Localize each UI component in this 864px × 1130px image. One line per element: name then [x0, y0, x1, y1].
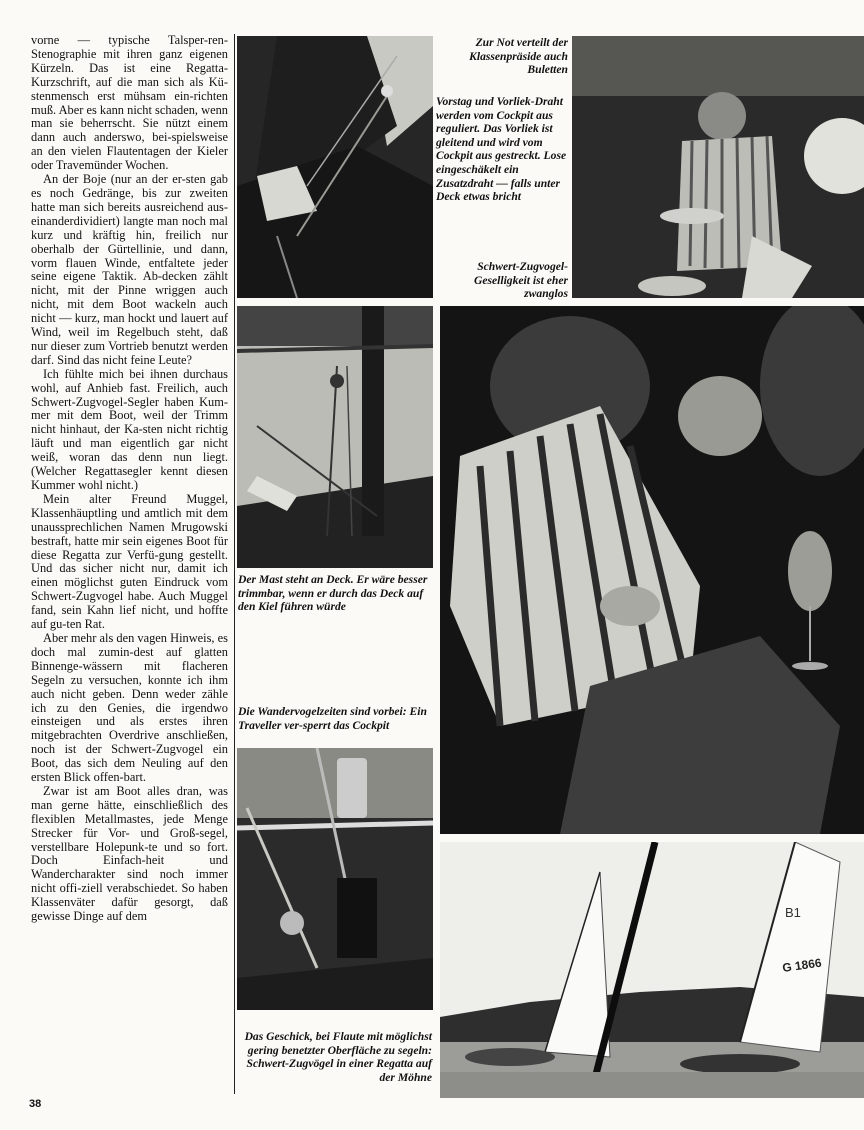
sail-number: G 1866 [781, 955, 823, 975]
body-paragraph: Aber mehr als den vagen Hinweis, es doch mal zumin-dest auf glatten Binnenge-wässern mit flacheren Segeln zu versuchen, konnte ich ihm auch nicht geben. Denn weder zähle ich zu den Genies, die irgendwo einsteigen und als erstes ihren mitgebrachten Overdrive anschließen, noch ist der Schwert-Zugvogel ein Boot, das sich dem Neuling auf den ersten Blick offen-bart. [31, 630, 228, 785]
body-paragraph: An der Boje (nur an der er-sten gab es noch Gedränge, bis zur zweiten hatte man sich bereits ausreichend aus-einanderdividiert) langte man noch mal kurz und kräftig hin, freilich nur oberhalb der Gürtellinie, und dann, vorm flauen Winde, entfaltete jeder seine eigene Taktik. Ab-decken zählt nicht, mit der Pinne wriggen auch nicht, mit dem Boot wackeln auch nicht — kurz, man hockt und lauert auf Wind, weil im Regelbuch steht, daß nur dieser zum Vortrieb benutzt werden darf. Sind das nicht feine Leute? [31, 172, 228, 367]
article-body-column [31, 34, 228, 924]
caption-mast: Der Mast steht an Deck. Er wäre besser trimmbar, wenn er durch das Deck auf den Kiel führen würde [238, 573, 428, 614]
caption-traveller: Die Wandervogelzeiten sind vorbei: Ein Traveller ver-sperrt das Cockpit [238, 705, 427, 732]
photo-bow-fitting [237, 36, 433, 298]
body-paragraph: Mein alter Freund Muggel, Klassenhäuptling und amtlich mit dem unaussprechlichen Namen Mrugowski bestraft, hatte mir sein eigenes Boot für diese Regatta zur Verfü-gung gestellt. Und das sicher nicht nur, damit ich einen möglichst guten Eindruck vom Schwert-Zugvogel habe. Auch Muggel fand, sein Kahn lief nicht, und hoffte auf gu-ten Rat. [31, 491, 228, 632]
photo-mast-deck [237, 306, 433, 568]
photo-sailor-portrait [440, 306, 864, 834]
sail-letters: B1 [785, 905, 801, 920]
caption-geschick: Das Geschick, bei Flaute mit möglichst gering benetzter Oberfläche zu segeln: Schwert-Zugvögel in einer Regatta auf der Möhne [244, 1030, 432, 1084]
caption-geselligkeit: Schwert-Zugvogel-Geselligkeit ist eher zwanglos [473, 260, 568, 301]
caption-vorstag: Vorstag und Vorliek-Draht werden vom Cockpit aus reguliert. Das Vorliek ist gleitend und wird vom Cockpit aus gestreckt. Lose eingeschäkelt ein Zusatzdraht — falls unter Deck etwas bricht [436, 95, 567, 204]
body-paragraph: Zwar ist am Boot alles dran, was man gerne hätte, einschließlich des flexiblen Metallmastes, jede Menge Strecker für Vor- und Groß-segel, verstellbare Holepunk-te und so fort. Doch Einfach-heit und Wandercharakter sind noch immer nicht offi-ziell verabschiedet. So haben Klassenväter dafür gesorgt, daß gewisse Dinge auf dem [31, 783, 228, 924]
page-number: 38 [29, 1098, 42, 1110]
caption-buletten: Zur Not verteilt der Klassenpräside auch Buletten [469, 36, 568, 77]
photo-traveller-cockpit [237, 748, 433, 1010]
photo-regatta [440, 842, 864, 1098]
body-paragraph: vorne — typische Talsper-ren-Stenographie mit ihren ganz eigenen Kürzeln. Das ist eine Regatta-Kurzschrift, auf die man sich als Kü-stenmensch erst mühsam ein-richten muß. Aber es kann nicht schaden, wenn man sie beherrscht. Sie nützt einem dann auch anderswo, bei-spielsweise an den vielen Flautentagen der Kieler oder Travemünder Wochen. [31, 33, 228, 173]
column-rule [234, 34, 235, 1094]
photo-party [572, 36, 864, 298]
body-paragraph: Ich fühlte mich bei ihnen durchaus wohl, auf Anhieb fast. Freilich, auch Schwert-Zugvogel-Segler haben Kum-mer mit dem Boot, weil der Trimm nicht hinhaut, der Ka-sten nicht richtig läuft und man eigentlich gar nicht weiß, woran das denn nun liegt. (Welcher Regattasegler kennt diesen Kummer wohl nicht.) [31, 366, 228, 492]
